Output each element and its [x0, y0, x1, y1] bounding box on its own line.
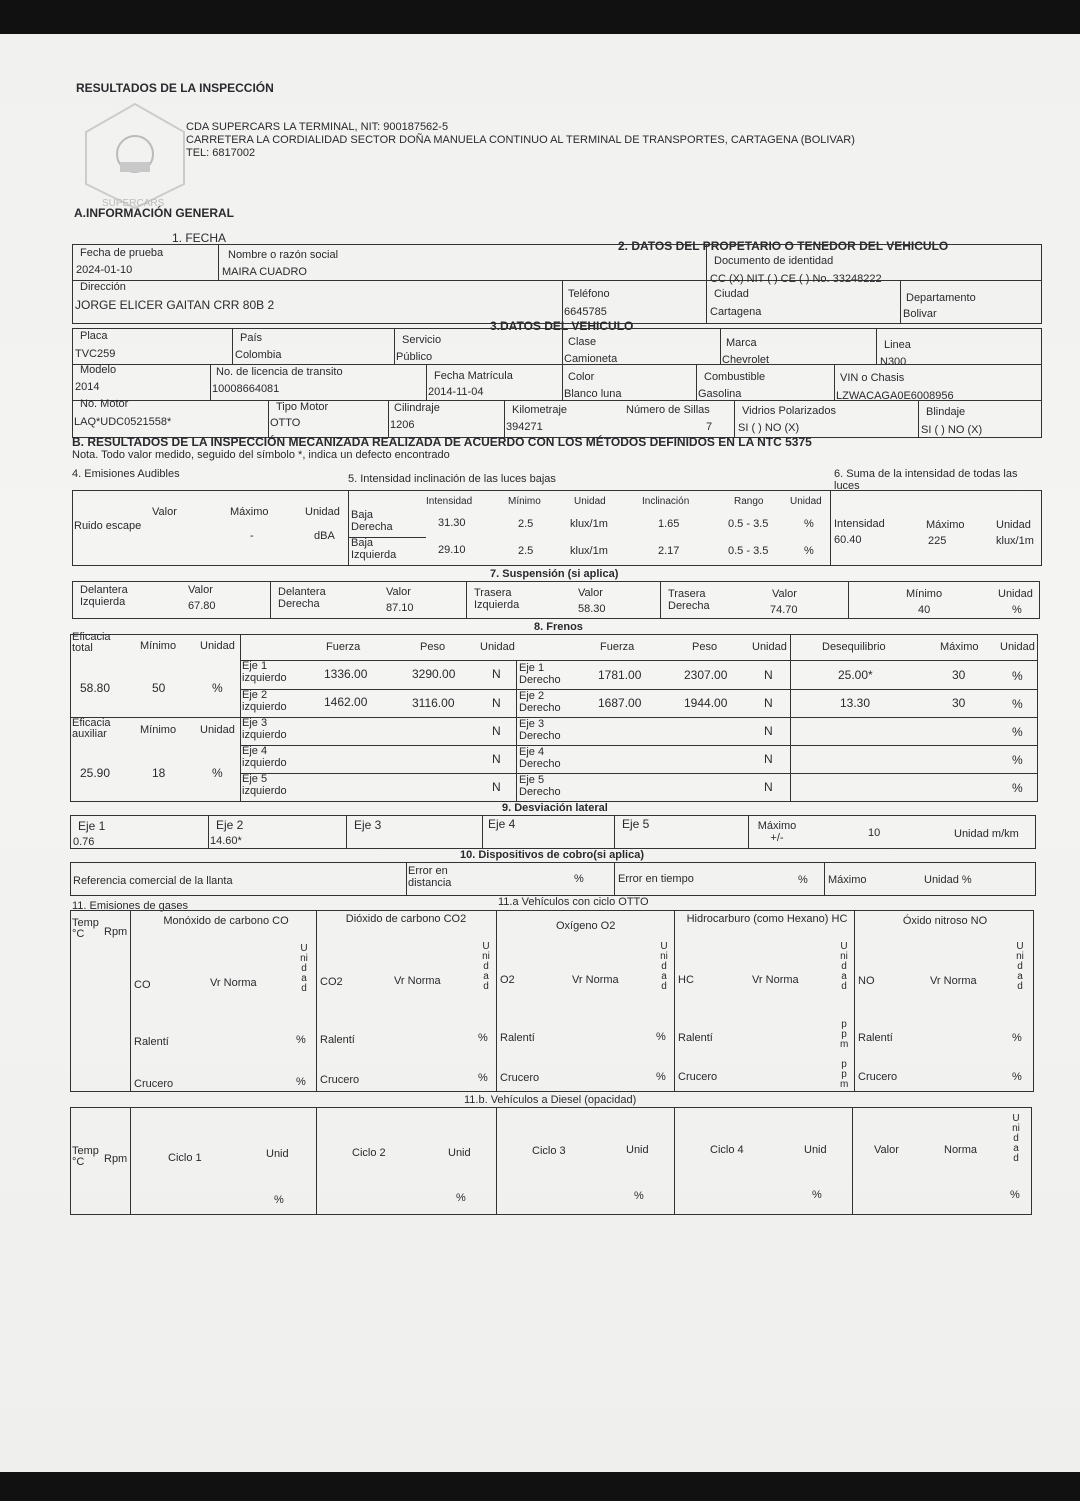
eje-1-izq: Eje 1 izquierdo — [242, 660, 287, 684]
frenos-unidad-h-1: Unidad — [480, 641, 515, 653]
ruido-label: Ruido escape — [74, 520, 142, 532]
o2-title: Oxígeno O2 — [556, 920, 616, 932]
diesel-ciclo4: Ciclo 4 — [710, 1144, 744, 1156]
no-label: NO — [858, 975, 875, 987]
gases-rpm: Rpm — [104, 926, 128, 938]
intensidad-luces-label: 5. Intensidad inclinación de las luces bajas — [348, 473, 556, 485]
fecha-prueba-label: Fecha de prueba — [80, 247, 164, 259]
eje-3-izq: Eje 3 izquierdo — [242, 717, 287, 741]
propietario-header: 2. DATOS DEL PROPETARIO O TENEDOR DEL VEHICULO — [618, 239, 949, 253]
clase: Camioneta — [564, 353, 618, 365]
o2-unidad-vert: Unidad — [660, 941, 668, 992]
suma-unidad: klux/1m — [996, 535, 1034, 547]
fecha-matricula: 2014-11-04 — [428, 386, 484, 398]
co-label: CO — [134, 979, 151, 991]
diesel-norma: Norma — [944, 1144, 978, 1156]
hc-vr-norma: Vr Norma — [752, 974, 799, 986]
luces-row2-label: Baja Izquierda — [351, 537, 397, 562]
cobro-header: 10. Dispositivos de cobro(si aplica) — [460, 849, 644, 861]
diesel-unid-1: Unid — [266, 1148, 289, 1160]
eje-1-max: 30 — [952, 668, 966, 682]
co2-vr-norma: Vr Norma — [394, 975, 441, 987]
clase-label: Clase — [568, 336, 597, 348]
sillas: 7 — [706, 421, 713, 433]
eficacia-total-min-h: Mínimo — [140, 640, 177, 652]
suspension-table — [72, 581, 1040, 619]
ciudad-label: Ciudad — [714, 288, 749, 300]
eje-2-der: Eje 2 Derecho — [519, 690, 561, 714]
susp-tra-izq-label: Trasera Izquierda — [474, 587, 520, 612]
combustible-label: Combustible — [704, 371, 766, 383]
emisiones-audibles-label: 4. Emisiones Audibles — [72, 468, 180, 480]
eje-5-unidad-der: N — [764, 780, 773, 794]
desv-eje4-label: Eje 4 — [488, 817, 516, 831]
luces-row2-rango: 0.5 - 3.5 — [728, 545, 769, 557]
susp-del-der: 87.10 — [386, 602, 414, 614]
co2-ralenti-pct: % — [478, 1032, 488, 1044]
susp-minimo-h: Mínimo — [906, 588, 943, 600]
fecha-matricula-label: Fecha Matrícula — [434, 370, 513, 382]
desv-maximo-label: Máximo +/- — [757, 820, 797, 845]
desviacion-header: 9. Desviación lateral — [502, 802, 608, 814]
luces-row2-unidad: klux/1m — [570, 545, 608, 557]
eje-5-unidad-izq: N — [492, 780, 501, 794]
eje-2-unidad-der: N — [764, 696, 773, 710]
diesel-header: 11.b. Vehículos a Diesel (opacidad) — [464, 1094, 637, 1106]
ruido-valor-h: Valor — [152, 506, 177, 518]
modelo-label: Modelo — [80, 364, 117, 376]
modelo: 2014 — [75, 381, 100, 393]
eje-4-unidad-der: N — [764, 752, 773, 766]
frenos-unidad-h-2: Unidad — [752, 641, 787, 653]
eficacia-aux-min-h: Mínimo — [140, 724, 177, 736]
co-ralenti: Ralentí — [134, 1036, 169, 1048]
marca: Chevrolet — [722, 354, 770, 366]
diesel-ciclo3: Ciclo 3 — [532, 1145, 566, 1157]
diesel-rpm: Rpm — [104, 1153, 128, 1165]
luces-table — [72, 490, 1042, 566]
cilindraje-label: Cilindraje — [394, 402, 440, 414]
ruido-maximo-h: Máximo — [230, 506, 269, 518]
co-title: Monóxido de carbono CO — [163, 915, 289, 927]
eje-4-unidad-izq: N — [492, 752, 501, 766]
frenos-maximo-h: Máximo — [940, 641, 979, 653]
direccion: JORGE ELICER GAITAN CRR 80B 2 — [75, 298, 275, 312]
color: Blanco luna — [564, 388, 622, 400]
vin: LZWACAGA0E6008956 — [836, 390, 954, 402]
o2-vr-norma: Vr Norma — [572, 974, 619, 986]
luces-h-rango: Rango — [734, 496, 764, 507]
diesel-pct-2: % — [456, 1192, 466, 1204]
company-line: CDA SUPERCARS LA TERMINAL, NIT: 900187562-5 — [186, 121, 449, 133]
motor-label: No. Motor — [80, 398, 129, 410]
diesel-temp: Temp °C — [72, 1145, 99, 1168]
eje-1-unidad-izq: N — [492, 667, 501, 681]
eficacia-total-min: 50 — [152, 681, 166, 695]
luces-h-unidad: Unidad — [574, 496, 606, 507]
sillas-label: Número de Sillas — [626, 404, 710, 416]
gases-temp: Temp °C — [72, 917, 99, 940]
eje-2-peso-izq: 3116.00 — [412, 696, 455, 710]
luces-row1-unidad2: % — [804, 518, 814, 530]
marca-label: Marca — [726, 337, 757, 349]
eje-2-max: 30 — [952, 696, 966, 710]
eje-2-ud: % — [1012, 697, 1023, 711]
eje-1-deseq: 25.00* — [838, 668, 873, 682]
eje-2-fuerza-izq: 1462.00 — [324, 695, 368, 709]
cobro-referencia: Referencia comercial de la llanta — [73, 875, 233, 887]
diesel-unidad-vert: Unidad — [1012, 1113, 1020, 1164]
eficacia-total-unidad-h: Unidad — [200, 640, 235, 652]
susp-del-der-label: Delantera Derecha — [278, 586, 326, 611]
susp-minimo: 40 — [918, 604, 931, 616]
eficacia-total: 58.80 — [80, 681, 111, 695]
eficacia-aux: 25.90 — [80, 766, 111, 780]
diesel-pct-5: % — [1010, 1189, 1020, 1201]
eje-5-der: Eje 5 Derecho — [519, 774, 561, 798]
luces-row1-minimo: 2.5 — [518, 518, 534, 530]
phone-line: TEL: 6817002 — [186, 147, 256, 159]
susp-valor-h-1: Valor — [188, 584, 213, 596]
tipo-motor: OTTO — [270, 417, 301, 429]
eje-1-peso-der: 2307.00 — [684, 668, 728, 682]
suma-maximo-h: Máximo — [926, 519, 965, 531]
luces-h-intensidad: Intensidad — [426, 496, 473, 507]
frenos-unidad-h-3: Unidad — [1000, 641, 1035, 653]
co2-crucero: Crucero — [320, 1074, 360, 1086]
report-title: RESULTADOS DE LA INSPECCIÓN — [76, 81, 274, 95]
hc-ralenti: Ralentí — [678, 1032, 713, 1044]
section-b-note: Nota. Todo valor medido, seguido del símbolo *, indica un defecto encontrado — [72, 449, 450, 461]
gases-header: 11. Emisiones de gases — [72, 900, 188, 912]
licencia: 10008664081 — [212, 383, 280, 395]
desv-eje1: 0.76 — [73, 836, 95, 848]
pais-label: País — [240, 332, 263, 344]
luces-row2-unidad2: % — [804, 545, 814, 557]
eje-3-ud: % — [1012, 725, 1023, 739]
no-title: Óxido nitroso NO — [902, 915, 988, 927]
luces-row2-intensidad: 29.10 — [438, 544, 466, 556]
frenos-peso-h-2: Peso — [692, 641, 718, 653]
susp-unidad-h: Unidad — [998, 588, 1033, 600]
eje-4-der: Eje 4 Derecho — [519, 746, 561, 770]
cobro-pct2: % — [798, 874, 808, 886]
o2-ralenti: Ralentí — [500, 1032, 535, 1044]
co-vr-norma: Vr Norma — [210, 977, 257, 989]
desv-unidad: Unidad m/km — [954, 828, 1019, 840]
co-unidad-vert: Unidad — [300, 943, 308, 994]
ruido-maximo: - — [250, 530, 254, 542]
co-ralenti-pct: % — [296, 1034, 306, 1046]
linea: N300 — [880, 356, 907, 368]
desv-maximo: 10 — [868, 827, 881, 839]
luces-row1-intensidad: 31.30 — [438, 517, 466, 529]
hc-label: HC — [678, 974, 694, 986]
section-b-title: B. RESULTADOS DE LA INSPECCIÓN MECANIZADA REALIZADA DE ACUERDO CON LOS MÉTODOS DEFINIDOS EN LA NTC 5375 — [72, 435, 812, 449]
hc-ralenti-ppm: ppm — [840, 1019, 849, 1050]
vin-label: VIN o Chasis — [840, 372, 905, 384]
eficacia-total-label: Eficacia total — [72, 631, 111, 654]
no-ralenti-pct: % — [1012, 1032, 1022, 1044]
co2-label: CO2 — [320, 976, 343, 988]
susp-tra-der: 74.70 — [770, 604, 798, 616]
eje-3-unidad-izq: N — [492, 724, 501, 738]
ciudad: Cartagena — [710, 306, 762, 318]
diesel-unid-4: Unid — [804, 1144, 827, 1156]
servicio: Público — [396, 351, 433, 363]
placa: TVC259 — [75, 348, 116, 360]
hc-title: Hidrocarburo (como Hexano) HC — [686, 913, 848, 925]
desv-eje1-label: Eje 1 — [78, 819, 106, 833]
frenos-peso-h-1: Peso — [420, 641, 446, 653]
frenos-fuerza-h-1: Fuerza — [326, 641, 361, 653]
diesel-ciclo1: Ciclo 1 — [168, 1152, 202, 1164]
ruido-unidad: dBA — [314, 530, 335, 542]
suma-maximo: 225 — [928, 535, 947, 547]
frenos-deseq-h: Desequilibrio — [822, 641, 886, 653]
section-a-title: A.INFORMACIÓN GENERAL — [74, 206, 234, 220]
eje-1-fuerza-der: 1781.00 — [598, 668, 642, 682]
otto-header: 11.a Vehículos con ciclo OTTO — [498, 896, 649, 908]
eficacia-aux-min: 18 — [152, 766, 166, 780]
co2-crucero-pct: % — [478, 1072, 488, 1084]
eje-1-ud: % — [1012, 669, 1023, 683]
co-crucero-pct: % — [296, 1076, 306, 1088]
inspection-report-page — [0, 34, 1080, 1472]
direccion-label: Dirección — [80, 281, 126, 293]
documento-label: Documento de identidad — [714, 255, 834, 267]
o2-crucero: Crucero — [500, 1072, 540, 1084]
eje-1-fuerza-izq: 1336.00 — [324, 667, 368, 681]
eficacia-aux-label: Eficacia auxiliar — [72, 717, 111, 740]
eje-4-ud: % — [1012, 753, 1023, 767]
suma-intensidad-h: Intensidad — [834, 518, 885, 530]
suma-unidad-h: Unidad — [996, 519, 1031, 531]
pais: Colombia — [235, 349, 282, 361]
gases-otto-table — [70, 910, 1034, 1092]
diesel-pct-1: % — [274, 1194, 284, 1206]
luces-row1-inclinacion: 1.65 — [658, 518, 680, 530]
diesel-unid-3: Unid — [626, 1144, 649, 1156]
logo-text: SUPERCARS — [102, 198, 165, 209]
luces-row1-unidad: klux/1m — [570, 518, 608, 530]
susp-valor-h-2: Valor — [386, 586, 411, 598]
luces-row2-minimo: 2.5 — [518, 545, 534, 557]
susp-valor-h-3: Valor — [578, 587, 603, 599]
kilometraje-label: Kilometraje — [512, 404, 568, 416]
cobro-maximo: Máximo — [828, 874, 867, 886]
departamento-label: Departamento — [906, 292, 976, 304]
hc-crucero: Crucero — [678, 1071, 718, 1083]
kilometraje: 394271 — [506, 421, 543, 433]
eje-3-der: Eje 3 Derecho — [519, 718, 561, 742]
telefono: 6645785 — [564, 306, 607, 318]
desv-eje2-label: Eje 2 — [216, 818, 244, 832]
fecha-prueba: 2024-01-10 — [76, 264, 133, 276]
co2-unidad-vert: Unidad — [482, 941, 490, 992]
hc-unidad-vert: Unidad — [840, 941, 848, 992]
tipo-motor-label: Tipo Motor — [276, 401, 329, 413]
servicio-label: Servicio — [402, 334, 442, 346]
cobro-pct1: % — [574, 873, 584, 885]
vehiculo-header: 3.DATOS DEL VEHICULO — [490, 319, 634, 333]
fecha-header: 1. FECHA — [172, 231, 227, 245]
eje-5-izq: Eje 5 izquierdo — [242, 773, 287, 797]
co2-ralenti: Ralentí — [320, 1034, 355, 1046]
eje-3-unidad-der: N — [764, 724, 773, 738]
o2-label: O2 — [500, 974, 515, 986]
blindaje-label: Blindaje — [926, 406, 966, 418]
eficacia-aux-unidad: % — [212, 766, 223, 780]
diesel-table — [70, 1107, 1032, 1215]
placa-label: Placa — [80, 330, 108, 342]
diesel-pct-4: % — [812, 1189, 822, 1201]
susp-valor-h-4: Valor — [772, 588, 797, 600]
no-unidad-vert: Unidad — [1016, 941, 1024, 992]
no-ralenti: Ralentí — [858, 1032, 893, 1044]
suma-intensidad: 60.40 — [834, 534, 862, 546]
nombre-label: Nombre o razón social — [228, 249, 339, 261]
ruido-unidad-h: Unidad — [305, 506, 340, 518]
combustible: Gasolina — [698, 388, 742, 400]
diesel-pct-3: % — [634, 1190, 644, 1202]
luces-row1-label: Baja Derecha — [351, 509, 393, 534]
frenos-fuerza-h-2: Fuerza — [600, 641, 635, 653]
eje-5-ud: % — [1012, 781, 1023, 795]
cobro-error-distancia: Error en distancia — [408, 865, 452, 889]
luces-row2-inclinacion: 2.17 — [658, 545, 680, 557]
desv-eje3-label: Eje 3 — [354, 818, 382, 832]
frenos-header: 8. Frenos — [534, 621, 583, 633]
departamento: Bolivar — [903, 308, 937, 320]
cobro-error-tiempo: Error en tiempo — [618, 873, 694, 885]
diesel-ciclo2: Ciclo 2 — [352, 1147, 386, 1159]
co2-title: Dióxido de carbono CO2 — [345, 913, 467, 925]
desv-eje2: 14.60* — [210, 835, 242, 847]
susp-unidad: % — [1012, 604, 1022, 616]
top-bar — [0, 0, 1080, 34]
o2-ralenti-pct: % — [656, 1031, 666, 1043]
hc-crucero-ppm: ppm — [840, 1059, 849, 1090]
susp-del-izq-label: Delantera Izquierda — [80, 584, 128, 609]
diesel-unid-2: Unid — [448, 1147, 471, 1159]
linea-label: Linea — [884, 339, 911, 351]
desv-eje5-label: Eje 5 — [622, 817, 650, 831]
eje-1-unidad-der: N — [764, 668, 773, 682]
co-crucero: Crucero — [134, 1078, 174, 1090]
diesel-valor: Valor — [874, 1144, 899, 1156]
color-label: Color — [568, 371, 595, 383]
eje-2-peso-der: 1944.00 — [684, 696, 728, 710]
luces-row1-rango: 0.5 - 3.5 — [728, 518, 769, 530]
eje-2-fuerza-der: 1687.00 — [598, 696, 642, 710]
blindaje: SI ( ) NO (X) — [921, 424, 983, 436]
eficacia-aux-unidad-h: Unidad — [200, 724, 235, 736]
luces-h-minimo: Mínimo — [508, 496, 541, 507]
telefono-label: Teléfono — [568, 288, 610, 300]
eje-2-izq: Eje 2 izquierdo — [242, 689, 287, 713]
vidrios-label: Vidrios Polarizados — [742, 405, 836, 417]
bottom-bar — [0, 1472, 1080, 1501]
luces-h-unidad2: Unidad — [790, 496, 822, 507]
company-logo — [80, 102, 190, 210]
eje-1-der: Eje 1 Derecho — [519, 662, 561, 686]
cobro-unidad: Unidad % — [924, 874, 972, 886]
no-vr-norma: Vr Norma — [930, 975, 977, 987]
eje-2-deseq: 13.30 — [840, 696, 871, 710]
susp-tra-der-label: Trasera Derecha — [668, 588, 710, 613]
suspension-header: 7. Suspensión (si aplica) — [490, 568, 619, 580]
eficacia-total-unidad: % — [212, 681, 223, 695]
suma-luces-label: 6. Suma de la intensidad de todas las luces — [834, 468, 1018, 493]
luces-h-inclinacion: Inclinación — [642, 496, 690, 507]
documento: CC (X) NIT ( ) CE ( ) No. 33248222 — [710, 273, 882, 285]
susp-tra-izq: 58.30 — [578, 603, 606, 615]
no-crucero-pct: % — [1012, 1071, 1022, 1083]
eje-2-unidad-izq: N — [492, 696, 501, 710]
vidrios: SI ( ) NO (X) — [738, 422, 800, 434]
eje-4-izq: Eje 4 izquierdo — [242, 745, 287, 769]
o2-crucero-pct: % — [656, 1071, 666, 1083]
licencia-label: No. de licencia de transito — [216, 366, 343, 378]
nombre: MAIRA CUADRO — [222, 266, 307, 278]
motor: LAQ*UDC0521558* — [74, 416, 172, 428]
eje-1-peso-izq: 3290.00 — [412, 667, 456, 681]
no-crucero: Crucero — [858, 1071, 898, 1083]
cilindraje: 1206 — [390, 419, 415, 431]
address-line: CARRETERA LA CORDIALIDAD SECTOR DOÑA MANUELA CONTINUO AL TERMINAL DE TRANSPORTES, CARTAGENA (BOLIVAR) — [186, 134, 855, 146]
susp-del-izq: 67.80 — [188, 600, 216, 612]
